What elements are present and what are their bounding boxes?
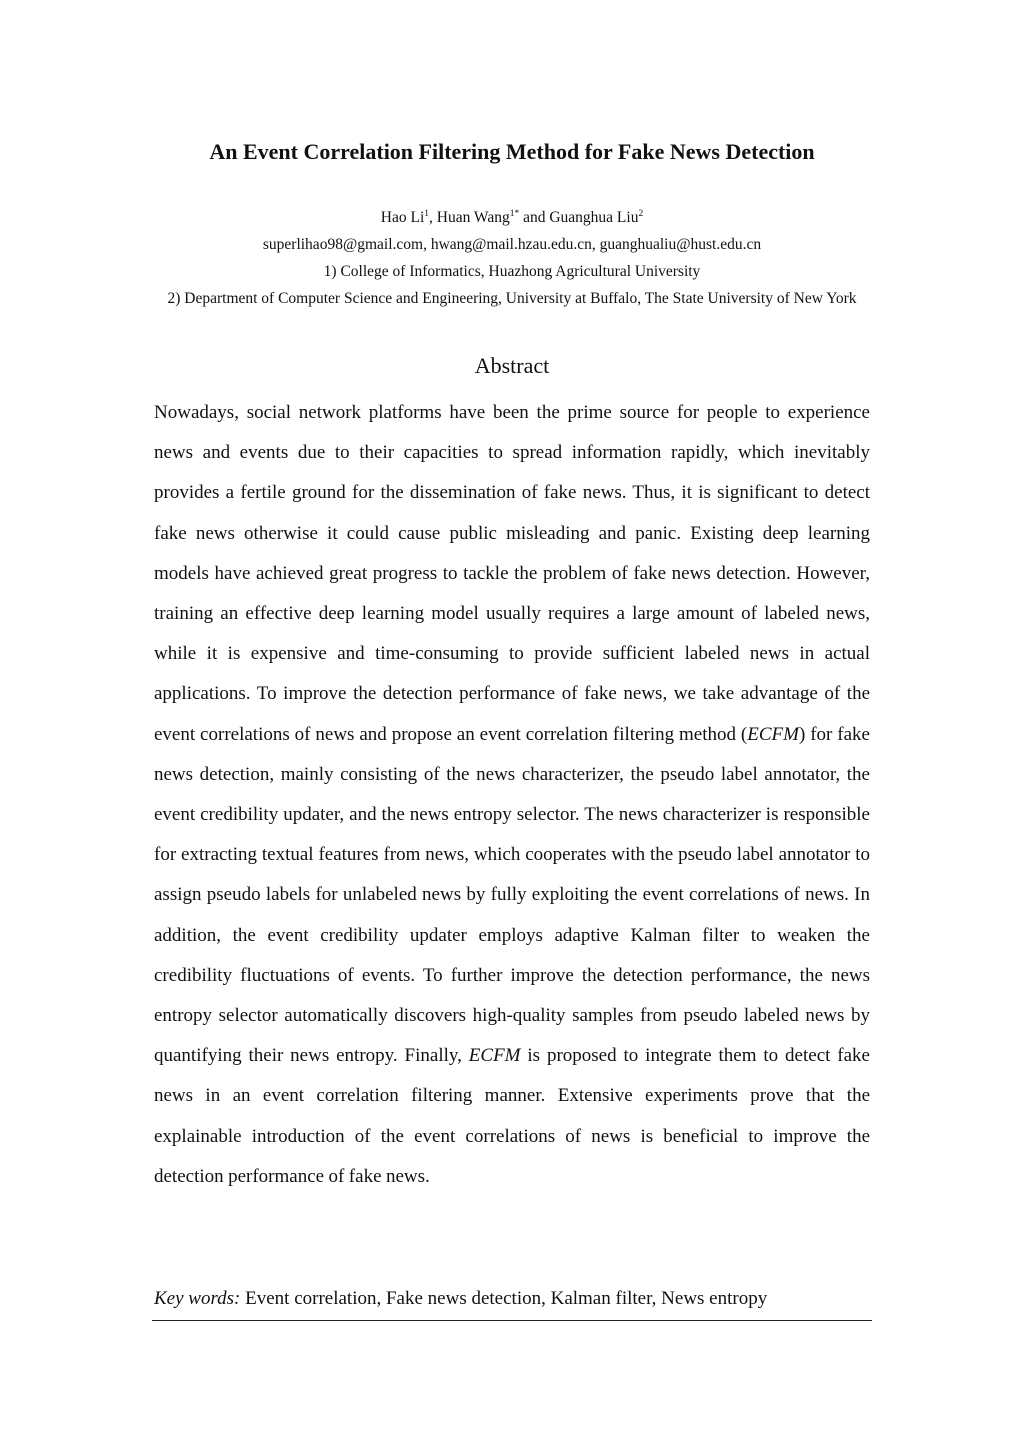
author-separator: , [429, 209, 437, 226]
affiliation-2: 2) Department of Computer Science and Engineering, University at Buffalo, The State University of New York [167, 290, 857, 307]
keywords-divider [152, 1320, 872, 1321]
keywords-text: Event correlation, Fake news detection, Kalman filter, News entropy [240, 1288, 768, 1309]
keywords-label: Key words: [154, 1288, 241, 1309]
author-affiliation-mark: 1* [509, 209, 520, 219]
method-acronym: ECFM [468, 1045, 521, 1067]
author-name: Hao Li [380, 209, 425, 226]
method-acronym: ECFM [747, 723, 799, 745]
abstract-text-part1: Nowadays, social network platforms have been the prime source for people to experience news and events due to their capacities to spread information rapidly, which inevitably provides a fertile ground for the dissemination of fake news. Thus, it is significant to detect fake news otherwise it could cause public misleading and panic. Existing deep learning models have achieved great progress to tackle the problem of fake news detection. However, training an effective deep learning model usually requires a large amount of labeled news, while it is expensive and time-consuming to provide sufficient labeled news in actual applications. To improve the detection performance of fake news, we take advantage of the event correlations of news and propose an event correlation filtering method ( [154, 402, 870, 745]
abstract-heading: Abstract [474, 353, 550, 378]
author-separator: and [519, 209, 550, 226]
abstract-body [154, 393, 870, 1197]
author-line [0, 206, 1024, 230]
abstract-text-part2: ) for fake news detection, mainly consisting of the news characterizer, the pseudo label annotator, the event credibility updater, and the news entropy selector. The news characterizer is responsible for extracting textual features from news, which cooperates with the pseudo label annotator to assign pseudo labels for unlabeled news by fully exploiting the event correlations of news. In addition, the event credibility updater employs adaptive Kalman filter to weaken the credibility fluctuations of events. To further improve the detection performance, the news entropy selector automatically discovers high-quality samples from pseudo labeled news by quantifying their news entropy. Finally, [154, 723, 870, 1067]
author-name: Guanghua Liu [549, 209, 639, 226]
author-emails: superlihao98@gmail.com, hwang@mail.hzau.edu.cn, guanghualiu@hust.edu.cn [262, 236, 762, 253]
affiliation-1: 1) College of Informatics, Huazhong Agricultural University [323, 263, 701, 280]
keywords-line [154, 1285, 870, 1313]
author-name: Huan Wang [436, 209, 510, 226]
author-affiliation-mark: 1 [424, 209, 430, 219]
author-affiliation-mark: 2 [638, 209, 644, 219]
paper-title: An Event Correlation Filtering Method for Fake News Detection [209, 139, 815, 164]
abstract-text-part3: is proposed to integrate them to detect fake news in an event correlation filtering manner. Extensive experiments prove that the explainable introduction of the event correlations of news is beneficial to improve the detection performance of fake news. [154, 1045, 870, 1187]
